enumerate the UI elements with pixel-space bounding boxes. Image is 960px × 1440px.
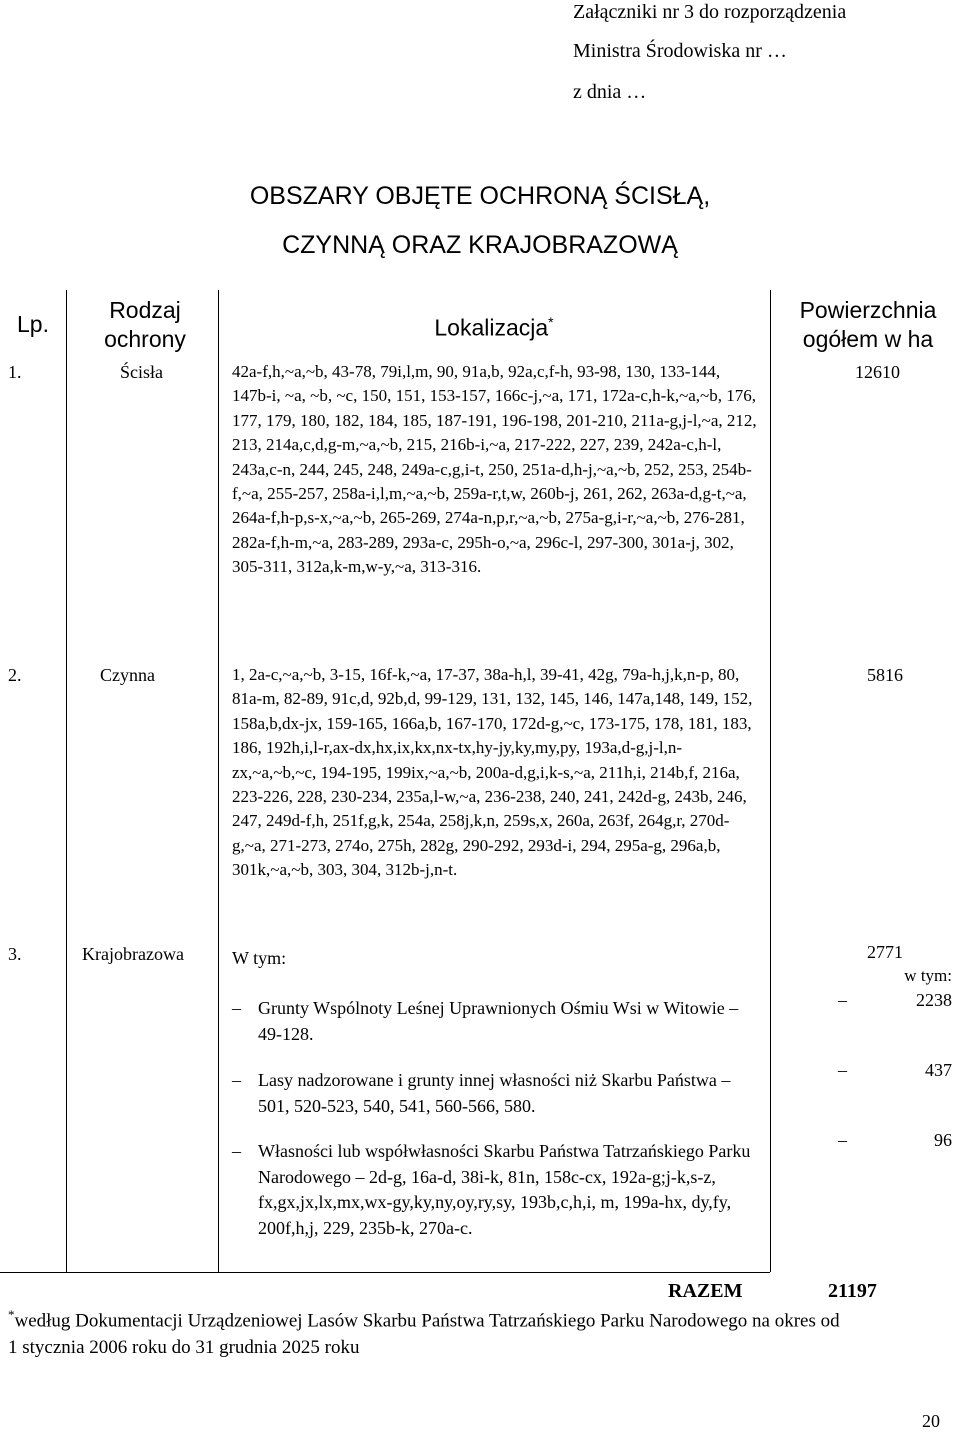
row-3-item-1-text: Grunty Wspólnoty Leśnej Uprawnionych Ośmiu Wsi w Witowie – 49-128.: [258, 998, 739, 1044]
total-label: RAZEM: [668, 1280, 743, 1302]
table-divider-type: [218, 290, 219, 1272]
row-3-area: 2771: [867, 942, 903, 962]
footnote-mark: *: [8, 1307, 15, 1322]
row-1-lp: 1.: [8, 362, 22, 382]
table-divider-lp: [66, 290, 67, 1272]
header-rodzaj: Rodzaj ochrony: [104, 297, 186, 352]
header-powierzchnia: Powierzchnia ogółem w ha: [799, 297, 937, 352]
header-lokalizacja-text: Lokalizacja: [434, 314, 549, 341]
title-line-1: OBSZARY OBJĘTE OCHRONĄ ŚCISŁĄ,: [249, 182, 711, 210]
table-divider-location: [770, 290, 771, 1272]
row-3-area-sub-label: w tym:: [904, 966, 952, 985]
header-line-1: Załączniki nr 3 do rozporządzenia: [573, 1, 847, 23]
header-lp: Lp.: [17, 311, 49, 337]
row-1-location: 42a-f,h,~a,~b, 43-78, 79i,l,m, 90, 91a,b, 92a,c,f-h, 93-98, 130, 133-144, 147b-i, ~a, ~b, ~c, 150, 151, 153-157, 166c-j,~a, 171, 172a-c,h-k,~a,~b, 176, 177, 179, 180, 182, 184, 185, 187-191, 196-198, 201-210, 211a-g,j-l,~a, 212, 213, 214a,c,d,g-m,~a,~b, 215, 216b-i,~a, 217-222, 227, 239, 242a-c,h-l, 243a,c-n, 244, 245, 248, 249a-c,g,i-t, 250, 251a-d,h-j,~a,~b, 252, 253, 254b-f,~a, 255-257, 258a-i,l,m,~a,~b, 259a-r,t,w, 260b-j, 261, 262, 263a-d,g-t,~a, 264a-f,h-p,s-x,~a,~b, 265-269, 274a-n,p,r,~a,~b, 275a-g,i-r,~a,~b, 276-281, 282a-f,h-m,~a, 283-289, 293a-c, 295h-o,~a, 296c-l, 297-300, 301a-j, 302, 305-311, 312a,k-m,w-y,~a, 313-316.: [232, 362, 757, 577]
total-value: 21197: [828, 1280, 877, 1302]
row-3-item-3-text: Własności lub współwłasności Skarbu Państwa Tatrzańskiego Parku Narodowego – 2d-g, 16a-d, 38i-k, 81n, 158c-cx, 192a-g;j-k,s-z, fx,gx,jx,lx,mx,wx-gy,ky,ny,oy,ry,sy, 193b,c,h,i, m, 199a-hx, dy,fy, 200f,h,j, 229, 235b-k, 270a-c.: [258, 1141, 751, 1238]
row-2-lp: 2.: [8, 665, 22, 685]
row-2-location: 1, 2a-c,~a,~b, 3-15, 16f-k,~a, 17-37, 38a-h,l, 39-41, 42g, 79a-h,j,k,n-p, 80, 81a-m, 82-89, 91c,d, 92b,d, 99-129, 131, 132, 145, 146, 147a,148, 149, 152, 158a,b,dx-jx, 159-165, 166a,b, 167-170, 172d-g,~c, 173-175, 178, 181, 183, 186, 192h,i,l-r,ax-dx,hx,ix,kx,nx-tx,hy-jy,ky,my,py, 193a,d-g,j-l,n-zx,~a,~b,~c, 194-195, 199ix,~a,~b, 200a-d,g,i,k-s,~a, 211h,i, 214b,f, 216a, 223-226, 228, 230-234, 235a,l-w,~a, 236-238, 240, 241, 242d-g, 243b, 246, 247, 249d-f,h, 251f,g,k, 254a, 258j,k,n, 259s,x, 260a, 263f, 264g,r, 270d-g,~a, 271-273, 274o, 275h, 282g, 290-292, 293d-i, 294, 295a-g, 296a,b, 301k,~a,~b, 303, 304, 312b-j,n-t.: [232, 665, 753, 880]
header-lokalizacja: [218, 308, 770, 343]
row-3-type: Krajobrazowa: [82, 944, 184, 964]
row-3-item-1-area: 2238: [916, 990, 952, 1010]
row-3-item-1-dash: –: [232, 998, 241, 1018]
header-lokalizacja-mark: *: [548, 314, 554, 330]
row-3-item-2-text: Lasy nadzorowane i grunty innej własności niż Skarbu Państwa – 501, 520-523, 540, 541, 560-566, 580.: [258, 1070, 731, 1116]
title-line-2: CZYNNĄ ORAZ KRAJOBRAZOWĄ: [282, 231, 678, 259]
row-3-item-3-area: 96: [934, 1130, 952, 1150]
row-2-type: Czynna: [100, 665, 155, 685]
row-3-intro: W tym:: [232, 948, 287, 968]
row-3-item-2-dash: –: [232, 1070, 241, 1090]
row-3-item-2-area: 437: [925, 1060, 952, 1080]
row-3-item-1-area-dash: –: [838, 990, 847, 1010]
row-2-area: 5816: [867, 665, 903, 685]
row-1-area: 12610: [855, 362, 900, 382]
page-number: 20: [922, 1411, 940, 1431]
row-3-item-3-dash: –: [232, 1141, 241, 1161]
footnote: [8, 1301, 848, 1361]
header-line-3: z dnia …: [573, 81, 647, 103]
header-line-2: Ministra Środowiska nr …: [573, 40, 787, 62]
row-3-lp: 3.: [8, 944, 22, 964]
row-3-item-2-area-dash: –: [838, 1060, 847, 1080]
footnote-text: według Dokumentacji Urządzeniowej Lasów Skarbu Państwa Tatrzańskiego Parku Narodowego na okres od 1 stycznia 2006 roku do 31 grudnia 2025 roku: [8, 1310, 840, 1359]
table-bottom-border: [0, 1272, 770, 1273]
row-1-type: Ścisła: [120, 362, 163, 382]
row-3-item-3-area-dash: –: [838, 1130, 847, 1150]
